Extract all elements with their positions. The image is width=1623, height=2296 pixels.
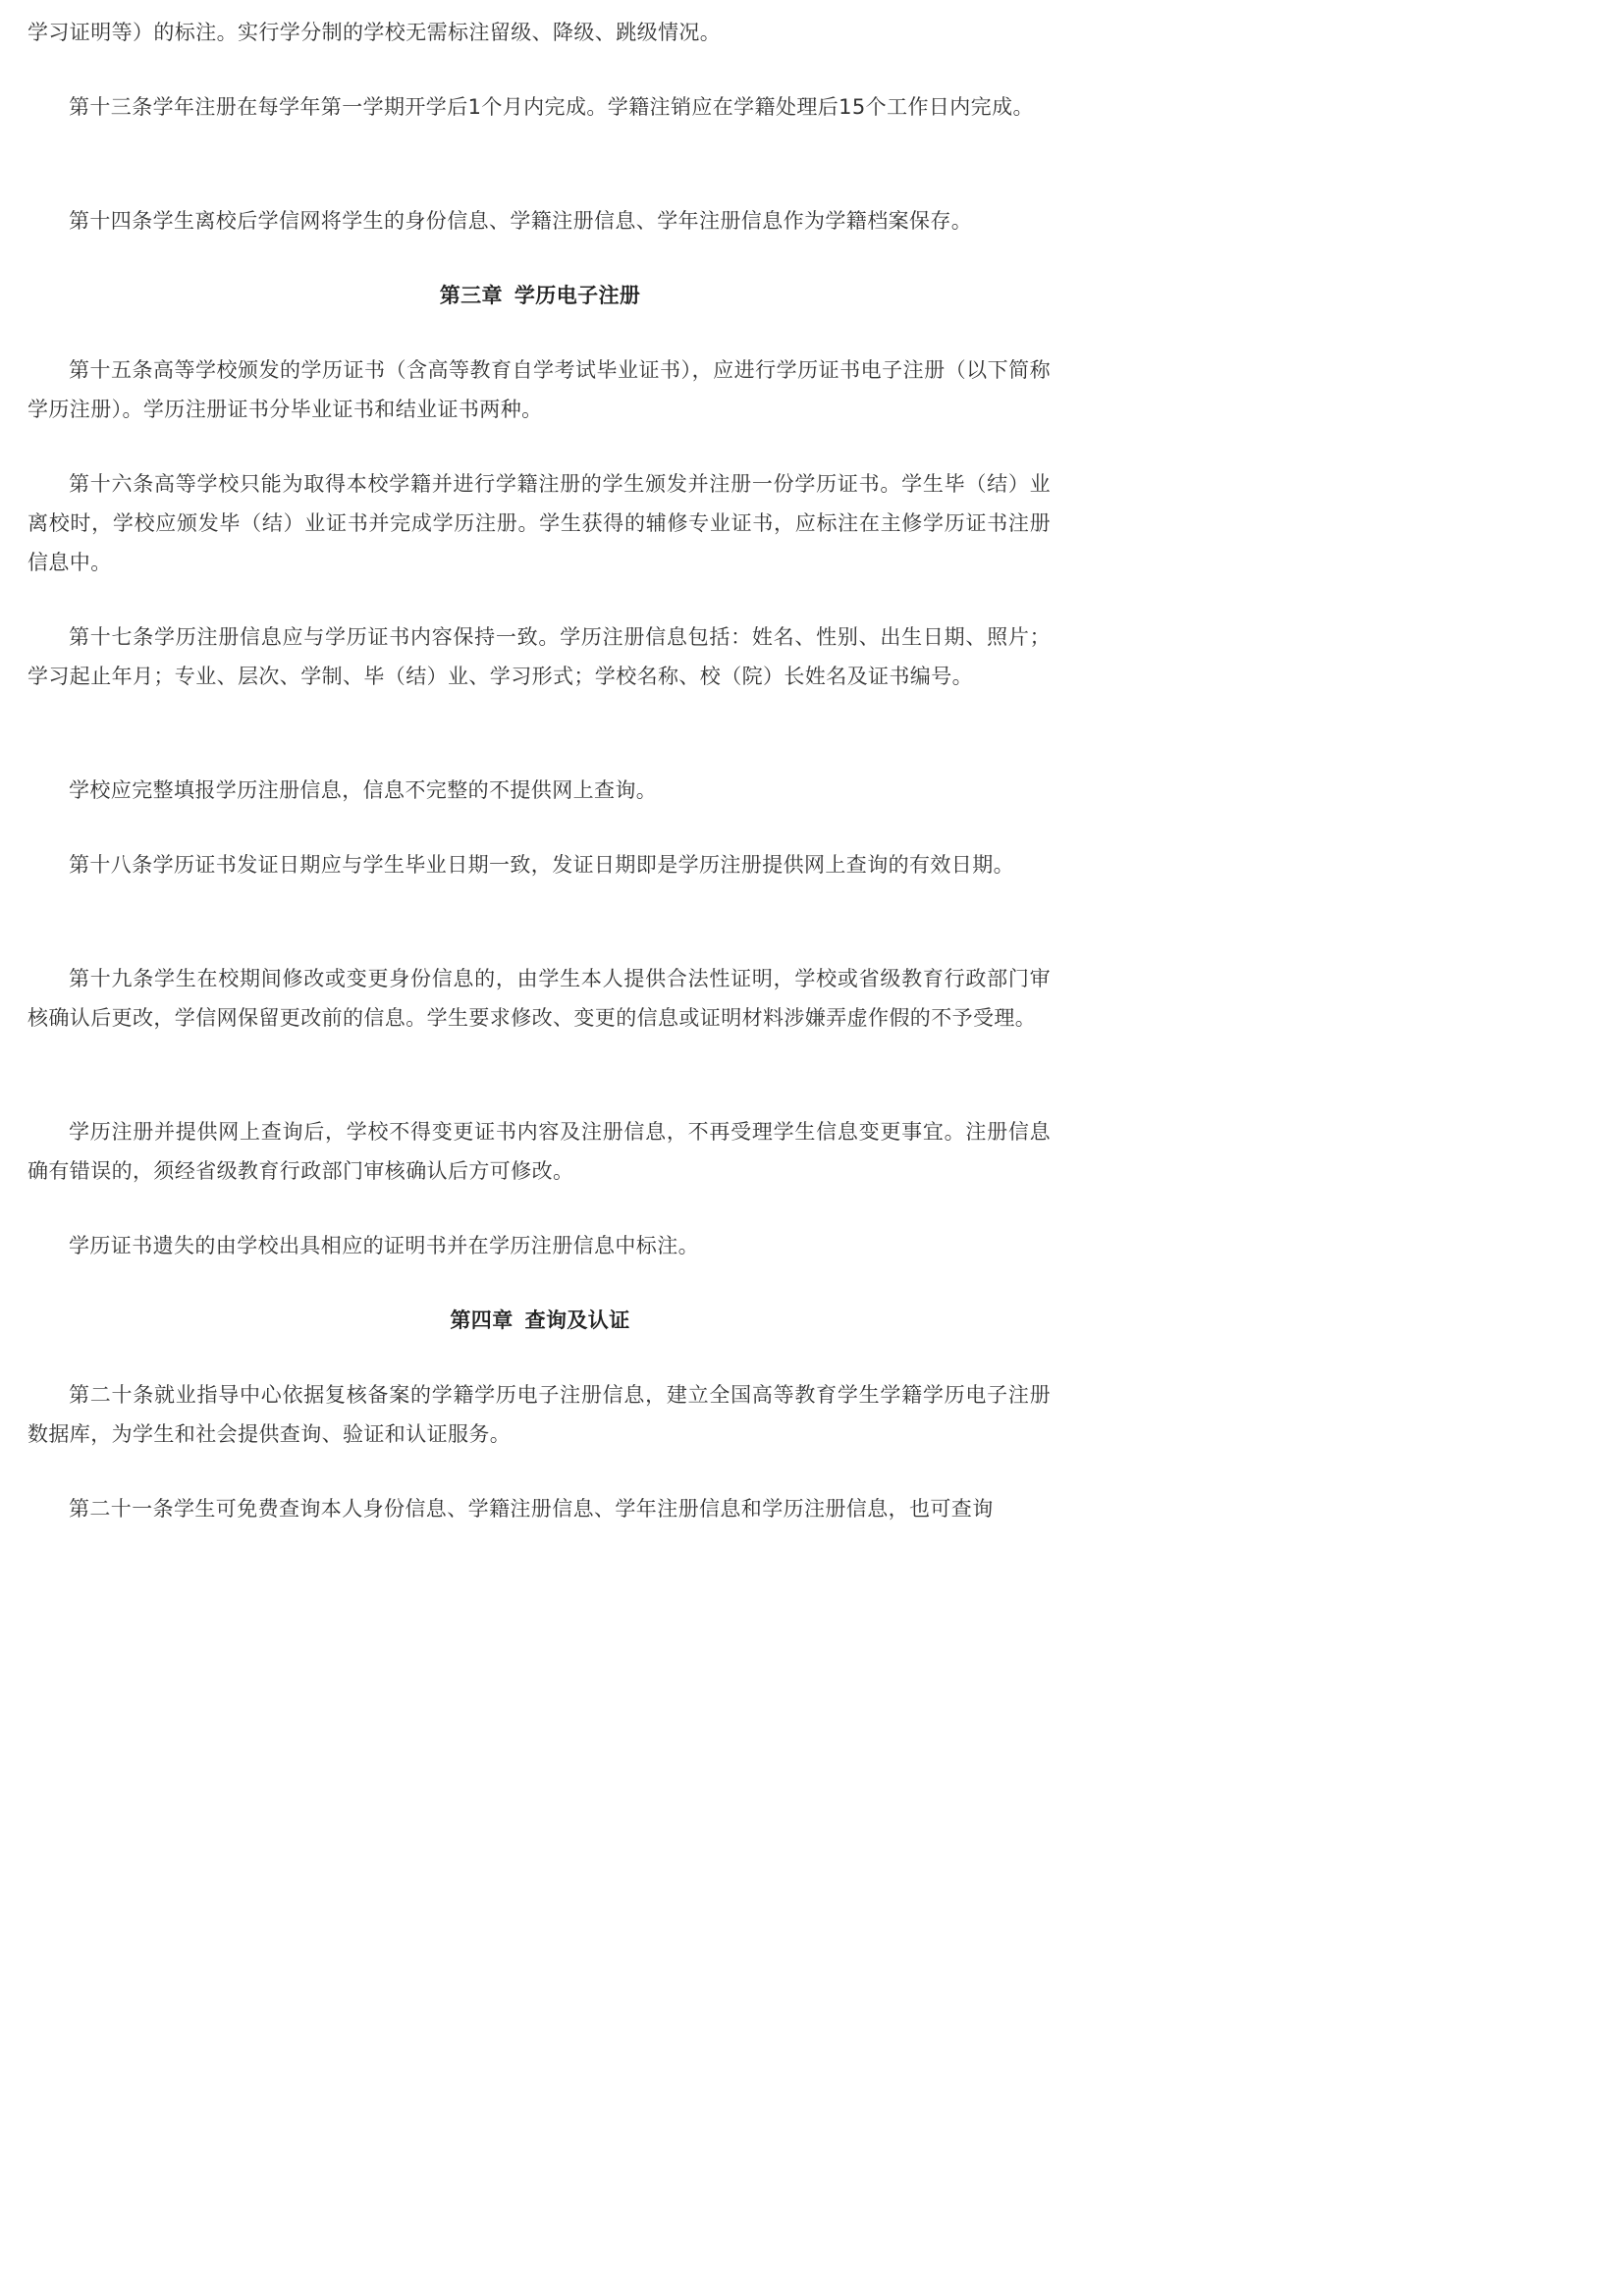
paragraph-article-14: 第十四条学生离校后学信网将学生的身份信息、学籍注册信息、学年注册信息作为学籍档案保存。 <box>69 209 973 233</box>
paragraph-continuation: 学习证明等）的标注。实行学分制的学校无需标注留级、降级、跳级情况。 <box>27 21 722 44</box>
paragraph-article-20: 第二十条就业指导中心依据复核备案的学籍学历电子注册信息，建立全国高等教育学生学籍学历电子注册数据库，为学生和社会提供查询、验证和认证服务。 <box>27 1383 1051 1446</box>
chapter-title: 查询及认证 <box>524 1308 630 1332</box>
document-page <box>0 0 1080 1536</box>
paragraph-article-17: 第十七条学历注册信息应与学历证书内容保持一致。学历注册信息包括：姓名、性别、出生日期、照片；学习起止年月；专业、层次、学制、毕（结）业、学习形式；学校名称、校（院）长姓名及证书编号。 <box>27 625 1051 688</box>
chapter-heading-4 <box>0 1301 1080 1340</box>
paragraph-article-15: 第十五条高等学校颁发的学历证书（含高等教育自学考试毕业证书），应进行学历证书电子注册（以下简称学历注册）。学历注册证书分毕业证书和结业证书两种。 <box>27 358 1051 421</box>
chapter-title: 学历电子注册 <box>514 284 641 307</box>
chapter-number: 第四章 <box>450 1308 514 1332</box>
paragraph-article-13: 第十三条学年注册在每学年第一学期开学后1个月内完成。学籍注销应在学籍处理后15个工作日内完成。 <box>69 95 1034 119</box>
chapter-number: 第三章 <box>439 284 503 307</box>
paragraph-article-16: 第十六条高等学校只能为取得本校学籍并进行学籍注册的学生颁发并注册一份学历证书。学生毕（结）业离校时，学校应颁发毕（结）业证书并完成学历注册。学生获得的辅修专业证书，应标注在主修学历证书注册信息中。 <box>27 472 1051 574</box>
paragraph-registration-completeness: 学校应完整填报学历注册信息，信息不完整的不提供网上查询。 <box>69 778 658 802</box>
chapter-heading-3 <box>0 276 1080 315</box>
paragraph-no-changes-after-registration: 学历注册并提供网上查询后，学校不得变更证书内容及注册信息，不再受理学生信息变更事宜。注册信息确有错误的，须经省级教育行政部门审核确认后方可修改。 <box>27 1120 1051 1183</box>
paragraph-article-19: 第十九条学生在校期间修改或变更身份信息的，由学生本人提供合法性证明，学校或省级教育行政部门审核确认后更改，学信网保留更改前的信息。学生要求修改、变更的信息或证明材料涉嫌弄虚作假的不予受理。 <box>27 967 1051 1030</box>
paragraph-article-21: 第二十一条学生可免费查询本人身份信息、学籍注册信息、学年注册信息和学历注册信息，也可查询 <box>69 1497 994 1521</box>
paragraph-article-18: 第十八条学历证书发证日期应与学生毕业日期一致，发证日期即是学历注册提供网上查询的有效日期。 <box>69 853 1014 877</box>
paragraph-lost-certificate: 学历证书遗失的由学校出具相应的证明书并在学历注册信息中标注。 <box>69 1234 699 1257</box>
